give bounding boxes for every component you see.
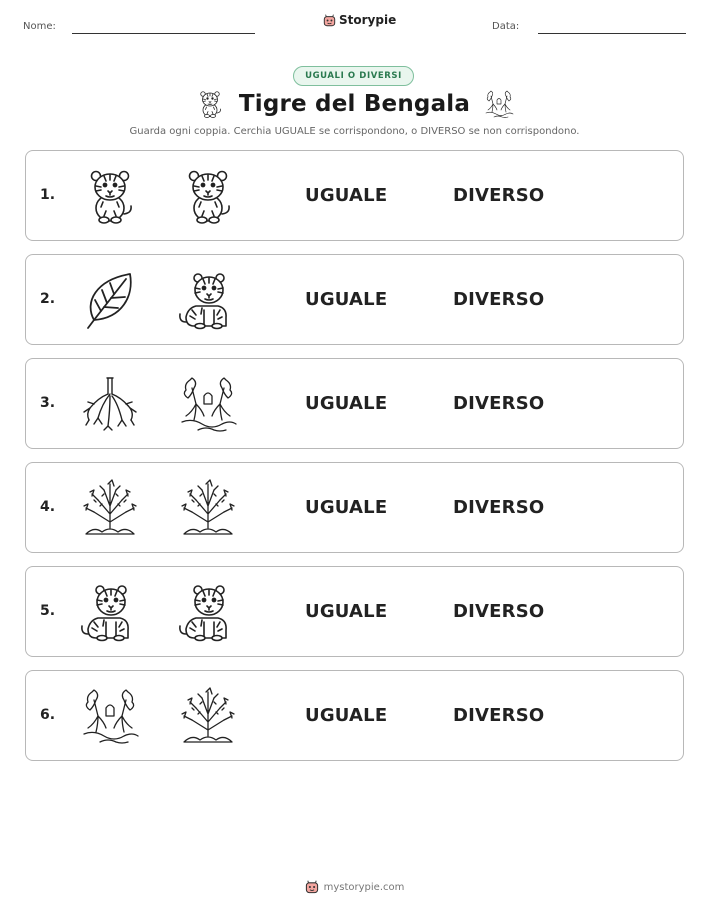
same-option[interactable]: UGUALE (305, 705, 388, 726)
different-option[interactable]: DIVERSO (453, 497, 545, 518)
mangrove-swamp-icon (178, 374, 238, 434)
question-card-2 (25, 254, 684, 345)
question-number: 3. (40, 395, 56, 411)
question-card-1 (25, 150, 684, 241)
question-card-5 (25, 566, 684, 657)
thorny-bush-icon (80, 478, 140, 538)
tiger-cub-icon (80, 166, 140, 226)
brand (323, 13, 396, 27)
question-number: 4. (40, 499, 56, 515)
same-option[interactable]: UGUALE (305, 393, 388, 414)
different-option[interactable]: DIVERSO (453, 601, 545, 622)
same-option[interactable]: UGUALE (305, 601, 388, 622)
question-card-3 (25, 358, 684, 449)
same-option[interactable]: UGUALE (305, 289, 388, 310)
title-row (0, 89, 709, 119)
tiger-sitting-icon (178, 270, 238, 330)
different-option[interactable]: DIVERSO (453, 185, 545, 206)
tiger-cub-icon (178, 166, 238, 226)
thorny-bush-icon (178, 478, 238, 538)
same-option[interactable]: UGUALE (305, 497, 388, 518)
thorny-bush-icon (178, 686, 238, 746)
instructions: Guarda ogni coppia. Cerchia UGUALE se corrispondono, o DIVERSO se non corrispondono. (129, 126, 580, 137)
different-option[interactable]: DIVERSO (453, 393, 545, 414)
date-label: Data: (492, 21, 520, 32)
name-label: Nome: (23, 21, 56, 32)
footer-url[interactable]: mystorypie.com (323, 881, 405, 893)
question-number: 5. (40, 603, 56, 619)
worksheet-type-badge: UGUALI O DIVERSI (293, 66, 414, 86)
tiger-cub-icon (195, 89, 225, 119)
brand-name: Storypie (339, 13, 397, 27)
different-option[interactable]: DIVERSO (453, 289, 545, 310)
question-card-6 (25, 670, 684, 761)
name-field-line[interactable] (72, 33, 255, 34)
same-option[interactable]: UGUALE (305, 185, 388, 206)
different-option[interactable]: DIVERSO (453, 705, 545, 726)
storypie-logo-icon (305, 880, 319, 894)
question-card-4 (25, 462, 684, 553)
leaf-icon (80, 270, 140, 330)
page-title: Tigre del Bengala (238, 91, 471, 117)
storypie-logo-icon (323, 14, 336, 27)
question-number: 6. (40, 707, 56, 723)
question-number: 1. (40, 187, 56, 203)
mangrove-roots-icon (80, 374, 140, 434)
date-field-line[interactable] (538, 33, 686, 34)
footer (0, 880, 709, 894)
tiger-sitting-icon (80, 582, 140, 642)
question-number: 2. (40, 291, 56, 307)
mangrove-swamp-icon (80, 686, 140, 746)
mangrove-swamp-icon (484, 89, 514, 119)
tiger-sitting-icon (178, 582, 238, 642)
